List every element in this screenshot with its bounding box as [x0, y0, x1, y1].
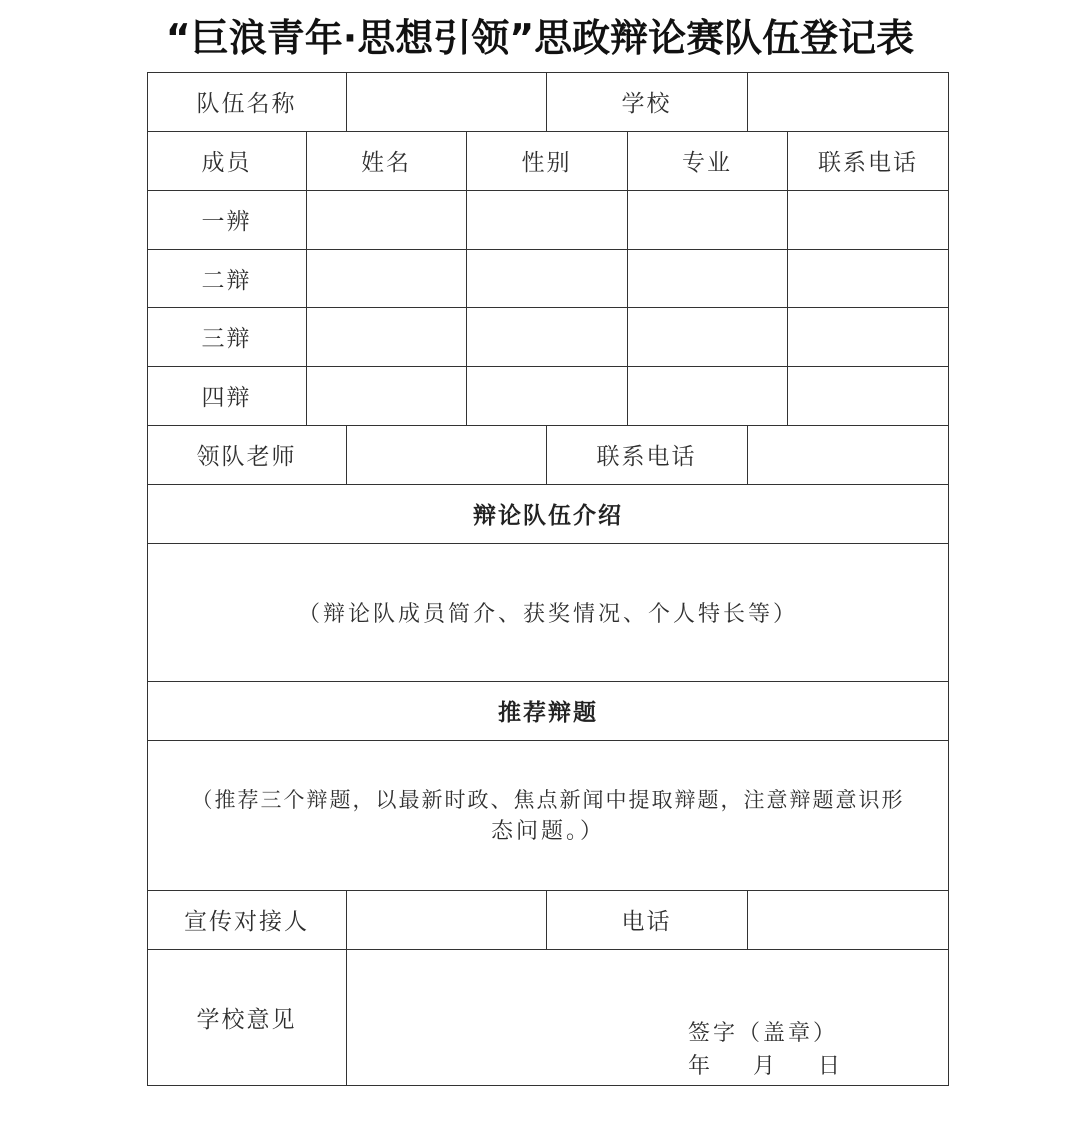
member-role-1: 一辨	[201, 209, 252, 235]
member-role-3: 三辩	[201, 326, 252, 352]
intro-hint[interactable]: （辩论队成员简介、获奖情况、个人特长等）	[297, 601, 798, 627]
member-gender-field[interactable]	[466, 190, 627, 249]
member-phone-field[interactable]	[787, 307, 949, 366]
pr-contact-label: 宣传对接人	[184, 909, 309, 935]
coach-field[interactable]	[346, 425, 546, 484]
pr-phone-field[interactable]	[747, 890, 949, 949]
school-opinion-field[interactable]	[346, 949, 949, 1086]
member-major-field[interactable]	[627, 190, 787, 249]
signature-stamp-label: 签字（盖章）	[688, 1021, 839, 1046]
members-header-gender: 性别	[521, 150, 572, 176]
topics-hint-line2: 态问题。）	[490, 819, 605, 844]
member-gender-field[interactable]	[466, 307, 627, 366]
members-header-name: 姓名	[361, 150, 411, 176]
member-name-field[interactable]	[306, 366, 466, 425]
row-divider	[147, 740, 949, 741]
members-header-role: 成员	[201, 150, 252, 176]
team-name-label: 队伍名称	[196, 91, 297, 117]
member-major-field[interactable]	[627, 307, 787, 366]
pr-phone-label: 电话	[621, 909, 672, 935]
coach-label: 领队老师	[196, 444, 297, 470]
member-phone-field[interactable]	[787, 249, 949, 307]
member-major-field[interactable]	[627, 249, 787, 307]
member-gender-field[interactable]	[466, 366, 627, 425]
member-role-2: 二辩	[201, 267, 252, 294]
member-name-field[interactable]	[306, 307, 466, 366]
member-phone-field[interactable]	[787, 366, 949, 425]
team-name-field[interactable]	[346, 72, 546, 131]
form-title: “巨浪青年·思想引领”思政辩论赛队伍登记表	[165, 16, 915, 60]
member-gender-field[interactable]	[466, 249, 627, 307]
member-major-field[interactable]	[627, 366, 787, 425]
pr-contact-field[interactable]	[346, 890, 546, 949]
school-label: 学校	[621, 91, 672, 117]
topics-hint-line1[interactable]: （推荐三个辩题，以最新时政、焦点新闻中提取辩题，注意辩题意识形	[191, 788, 905, 812]
school-opinion-label: 学校意见	[196, 1007, 297, 1033]
members-header-phone: 联系电话	[818, 150, 918, 176]
school-field[interactable]	[747, 72, 949, 131]
members-header-major: 专业	[682, 150, 732, 176]
member-name-field[interactable]	[306, 249, 466, 307]
coach-phone-field[interactable]	[747, 425, 949, 484]
signature-date: 年 月 日	[688, 1054, 843, 1079]
topics-heading: 推荐辩题	[498, 700, 598, 726]
member-phone-field[interactable]	[787, 190, 949, 249]
member-role-4: 四辩	[201, 385, 252, 411]
member-name-field[interactable]	[306, 190, 466, 249]
intro-heading: 辩论队伍介绍	[473, 503, 623, 529]
coach-phone-label: 联系电话	[596, 444, 697, 470]
